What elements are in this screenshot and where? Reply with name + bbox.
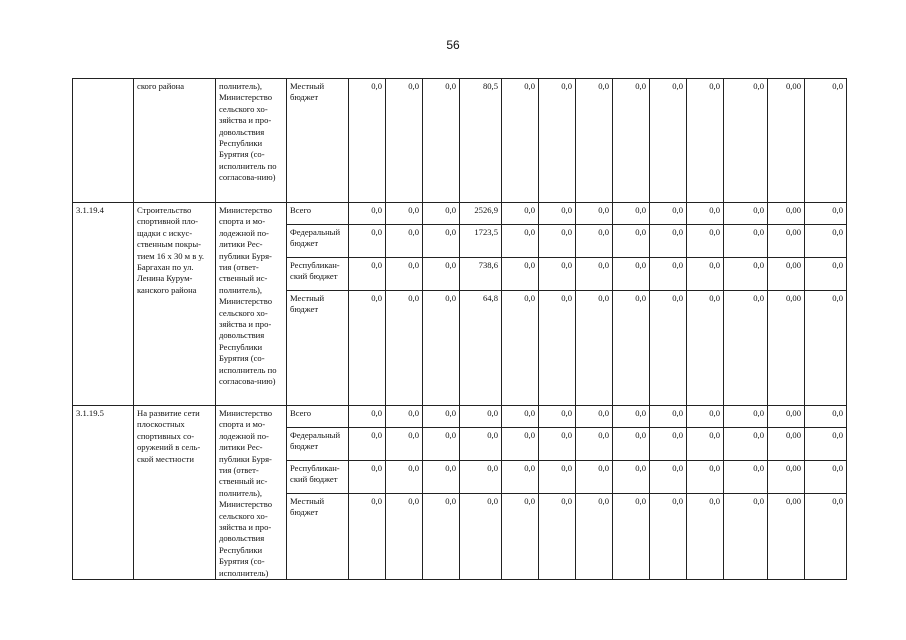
value-cell: 0,0 (423, 225, 460, 258)
value-cell: 0,0 (502, 291, 539, 406)
value-cell: 0,0 (576, 203, 613, 225)
value-cell: 0,0 (650, 428, 687, 461)
value-cell: 0,0 (805, 494, 847, 580)
funding-source: Республикан-ский бюджет (287, 461, 349, 494)
value-cell: 0,0 (805, 406, 847, 428)
value-cell: 0,0 (349, 258, 386, 291)
value-cell: 0,0 (724, 79, 768, 203)
value-cell: 0,0 (539, 461, 576, 494)
funding-source: Местный бюджет (287, 291, 349, 406)
value-cell: 0,0 (613, 461, 650, 494)
value-cell: 0,0 (423, 258, 460, 291)
value-cell: 0,0 (805, 461, 847, 494)
value-cell: 0,0 (423, 428, 460, 461)
value-cell: 0,0 (423, 203, 460, 225)
value-cell: 0,0 (687, 203, 724, 225)
value-cell: 0,0 (650, 79, 687, 203)
funding-source: Всего (287, 406, 349, 428)
value-cell: 0,0 (349, 291, 386, 406)
value-cell: 0,0 (613, 291, 650, 406)
funding-source: Местный бюджет (287, 79, 349, 203)
value-cell: 0,0 (576, 258, 613, 291)
value-cell: 0,0 (386, 291, 423, 406)
funding-source: Местный бюджет (287, 494, 349, 580)
value-cell: 0,0 (576, 494, 613, 580)
value-cell: 0,0 (539, 291, 576, 406)
value-cell: 0,0 (386, 494, 423, 580)
value-cell: 0,0 (613, 225, 650, 258)
executor: полнитель), Министерство сельского хо-зяйства и про-довольствия Республики Бурятия (со-исполнитель по согласова-нию) (216, 79, 287, 203)
measure-name: ского района (134, 79, 216, 203)
value-cell: 0,0 (539, 225, 576, 258)
funding-source: Федеральный бюджет (287, 225, 349, 258)
value-cell: 0,0 (687, 258, 724, 291)
value-cell: 0,0 (349, 461, 386, 494)
value-cell: 0,0 (502, 494, 539, 580)
table-row (73, 203, 847, 225)
value-cell: 0,0 (613, 258, 650, 291)
value-cell: 0,0 (724, 494, 768, 580)
value-cell: 0,0 (613, 494, 650, 580)
value-cell: 0,0 (502, 203, 539, 225)
value-cell: 0,0 (502, 225, 539, 258)
value-cell: 0,0 (805, 291, 847, 406)
value-cell: 0,0 (687, 79, 724, 203)
value-cell: 0,0 (650, 406, 687, 428)
value-cell: 0,0 (539, 494, 576, 580)
value-cell: 0,0 (724, 225, 768, 258)
funding-source: Всего (287, 203, 349, 225)
measure-name: Строительство спортивной пло-щадки с искус-ственным покры-тием 16 х 30 м в у. Баргахан по ул. Ленина Курум-канского района (134, 203, 216, 406)
value-cell: 0,0 (539, 258, 576, 291)
value-cell: 0,0 (724, 258, 768, 291)
budget-table (72, 78, 847, 580)
value-cell: 0,0 (613, 406, 650, 428)
value-cell: 0,0 (613, 428, 650, 461)
measure-code: 3.1.19.5 (73, 406, 134, 580)
value-cell: 0,00 (768, 428, 805, 461)
value-cell: 0,00 (768, 291, 805, 406)
value-cell: 0,0 (576, 291, 613, 406)
executor: Министерство спорта и мо-лодежной по-литики Рес-публики Буря-тия (ответ-ственный ис-полнитель), Министерство сельского хо-зяйства и про-довольствия Республики Бурятия (со-исполнитель по согласова-нию) (216, 203, 287, 406)
value-cell: 0,0 (687, 461, 724, 494)
value-cell: 0,0 (502, 461, 539, 494)
page-number: 56 (446, 38, 460, 52)
value-cell: 80,5 (460, 79, 502, 203)
value-cell: 0,0 (724, 428, 768, 461)
value-cell: 0,0 (349, 428, 386, 461)
value-cell: 0,0 (650, 225, 687, 258)
value-cell: 0,00 (768, 225, 805, 258)
value-cell: 0,0 (460, 406, 502, 428)
value-cell: 0,0 (687, 291, 724, 406)
value-cell: 0,0 (687, 225, 724, 258)
value-cell: 0,0 (386, 225, 423, 258)
value-cell: 0,0 (805, 428, 847, 461)
value-cell: 0,00 (768, 203, 805, 225)
value-cell: 0,0 (724, 406, 768, 428)
value-cell: 0,0 (349, 494, 386, 580)
value-cell: 0,0 (539, 406, 576, 428)
value-cell: 0,0 (724, 291, 768, 406)
value-cell: 0,0 (460, 494, 502, 580)
funding-source: Республикан-ский бюджет (287, 258, 349, 291)
value-cell: 0,0 (613, 79, 650, 203)
value-cell: 0,0 (576, 461, 613, 494)
funding-source: Федеральный бюджет (287, 428, 349, 461)
value-cell: 2526,9 (460, 203, 502, 225)
value-cell: 738,6 (460, 258, 502, 291)
value-cell: 0,0 (423, 291, 460, 406)
value-cell: 0,0 (386, 428, 423, 461)
value-cell: 0,0 (576, 225, 613, 258)
value-cell: 0,0 (576, 428, 613, 461)
value-cell: 0,0 (576, 406, 613, 428)
value-cell: 0,00 (768, 406, 805, 428)
value-cell: 0,0 (805, 258, 847, 291)
value-cell: 0,0 (539, 428, 576, 461)
value-cell: 0,0 (650, 494, 687, 580)
value-cell: 0,0 (386, 461, 423, 494)
value-cell: 0,0 (805, 203, 847, 225)
value-cell: 0,0 (805, 79, 847, 203)
value-cell: 0,0 (349, 79, 386, 203)
value-cell: 0,0 (724, 203, 768, 225)
value-cell: 0,0 (805, 225, 847, 258)
value-cell: 0,00 (768, 461, 805, 494)
value-cell: 0,0 (724, 461, 768, 494)
value-cell: 0,0 (613, 203, 650, 225)
value-cell: 0,00 (768, 79, 805, 203)
value-cell: 0,0 (650, 203, 687, 225)
value-cell: 0,0 (502, 428, 539, 461)
value-cell: 0,0 (386, 203, 423, 225)
measure-code (73, 79, 134, 203)
value-cell: 0,0 (460, 461, 502, 494)
value-cell: 0,0 (460, 428, 502, 461)
value-cell: 0,0 (349, 406, 386, 428)
value-cell: 0,0 (502, 258, 539, 291)
value-cell: 0,0 (502, 79, 539, 203)
value-cell: 0,00 (768, 494, 805, 580)
value-cell: 0,0 (349, 225, 386, 258)
executor: Министерство спорта и мо-лодежной по-литики Рес-публики Буря-тия (ответ-ственный ис-полнитель), Министерство сельского хо-зяйства и про-довольствия Республики Бурятия (со-исполнитель) (216, 406, 287, 580)
value-cell: 0,0 (423, 79, 460, 203)
value-cell: 0,0 (687, 494, 724, 580)
value-cell: 1723,5 (460, 225, 502, 258)
value-cell: 0,0 (349, 203, 386, 225)
value-cell: 0,0 (423, 461, 460, 494)
value-cell: 0,0 (576, 79, 613, 203)
value-cell: 0,0 (539, 79, 576, 203)
value-cell: 0,0 (650, 291, 687, 406)
value-cell: 0,0 (386, 258, 423, 291)
measure-code: 3.1.19.4 (73, 203, 134, 406)
table-row (73, 79, 847, 203)
value-cell: 0,0 (687, 406, 724, 428)
value-cell: 0,0 (423, 494, 460, 580)
value-cell: 64,8 (460, 291, 502, 406)
value-cell: 0,0 (386, 406, 423, 428)
value-cell: 0,00 (768, 258, 805, 291)
value-cell: 0,0 (386, 79, 423, 203)
value-cell: 0,0 (423, 406, 460, 428)
table-row (73, 406, 847, 428)
measure-name: На развитие сети плоскостных спортивных со-оружений в сель-ской местности (134, 406, 216, 580)
value-cell: 0,0 (650, 461, 687, 494)
value-cell: 0,0 (650, 258, 687, 291)
value-cell: 0,0 (502, 406, 539, 428)
value-cell: 0,0 (539, 203, 576, 225)
value-cell: 0,0 (687, 428, 724, 461)
